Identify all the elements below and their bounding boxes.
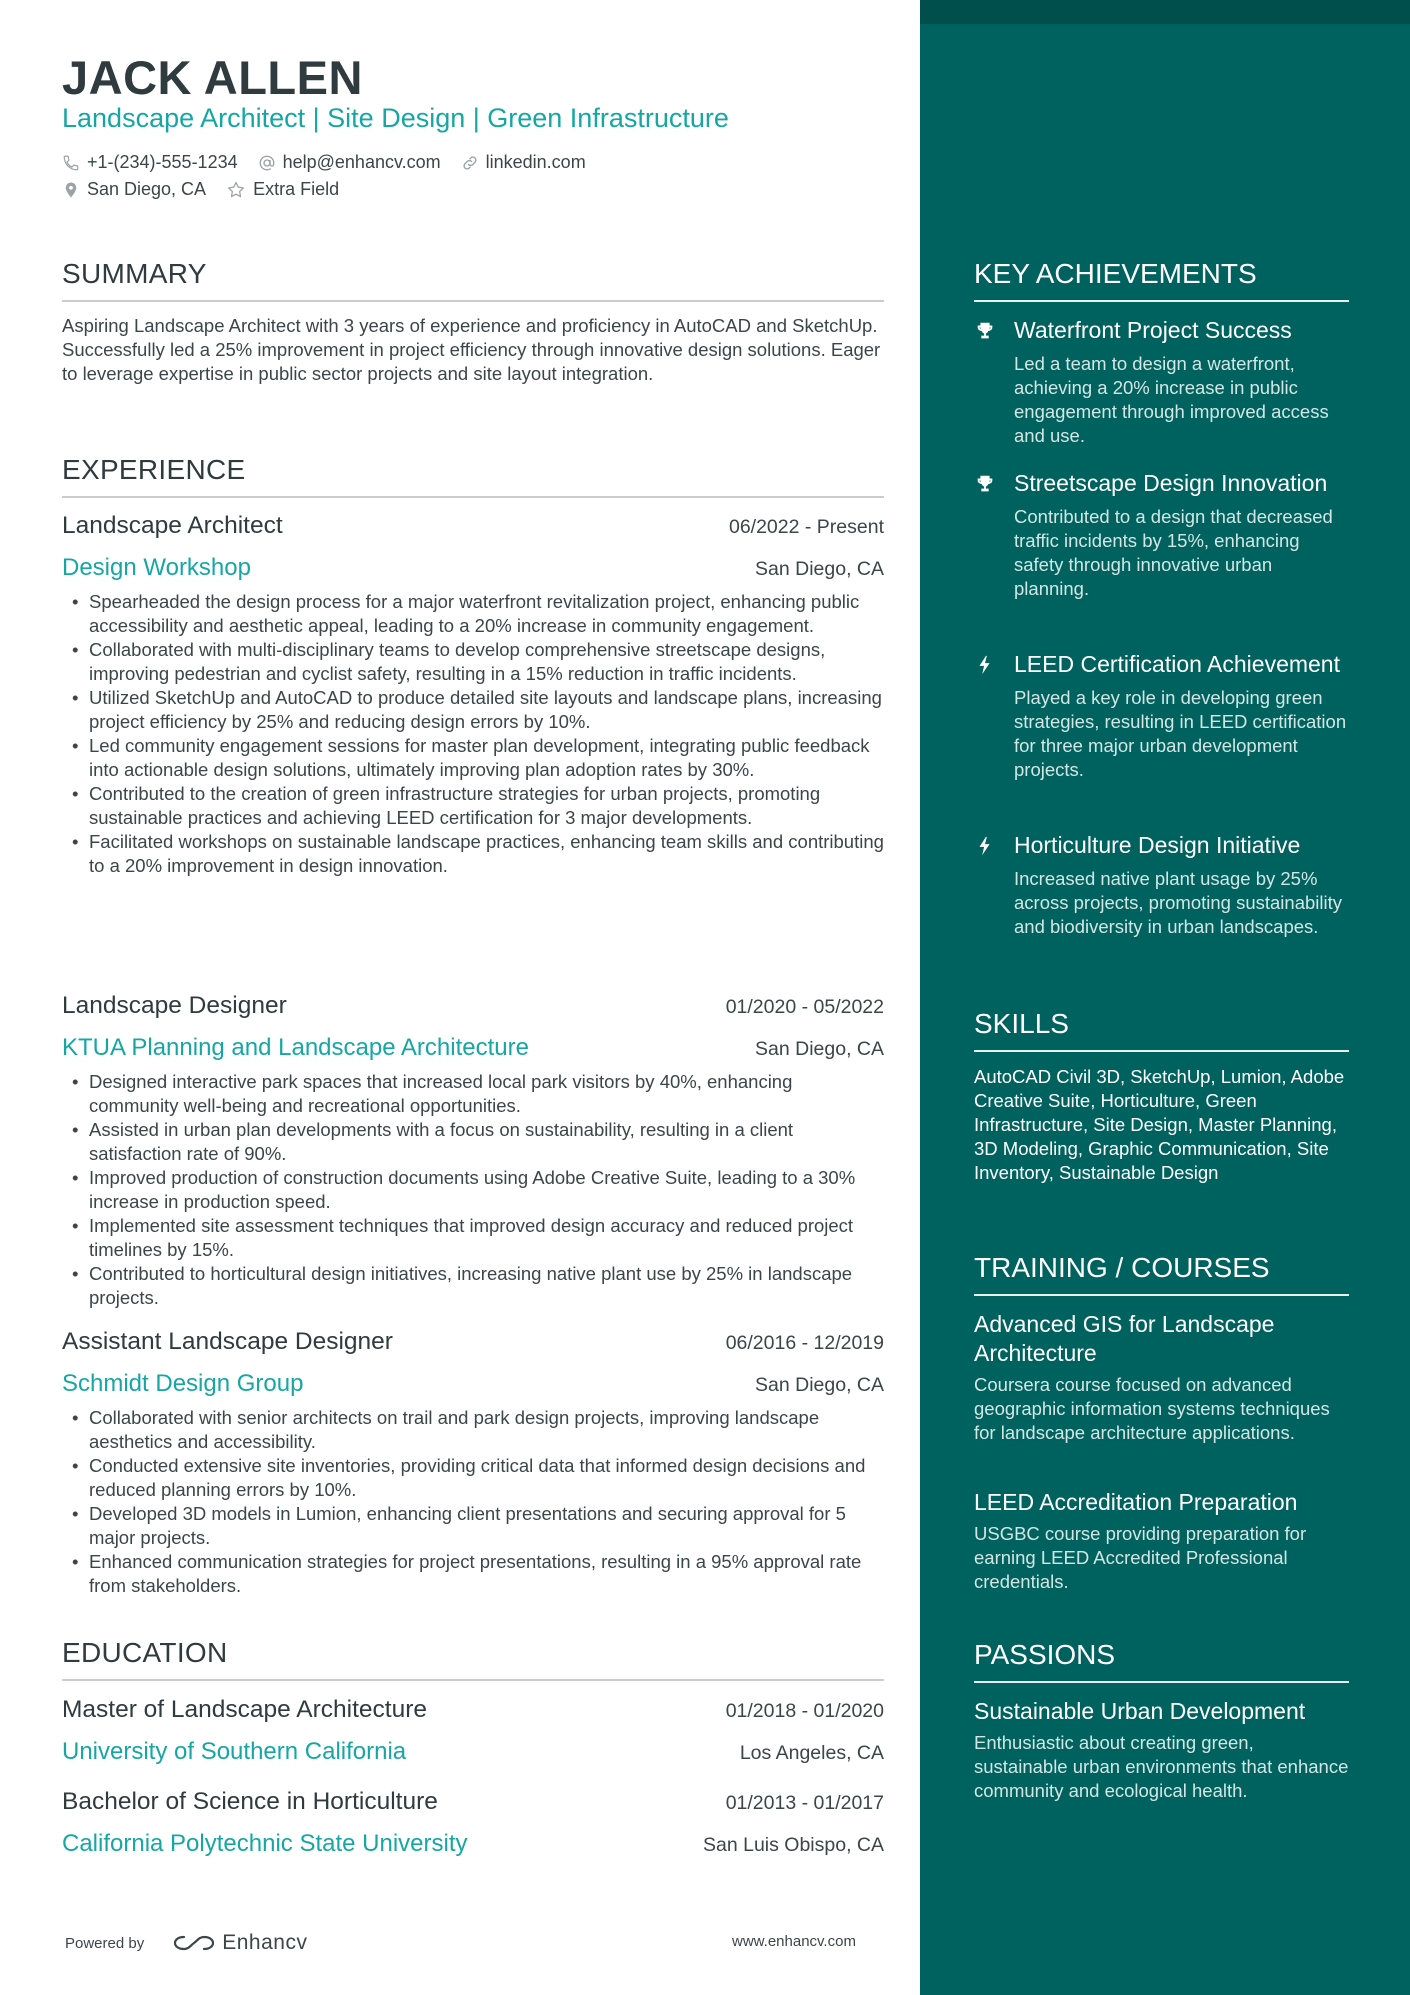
education-date: 01/2013 - 01/2017 (725, 1792, 884, 1814)
job-bullets (62, 1070, 884, 1310)
achievement-desc: Played a key role in developing green strategies, resulting in LEED certification for three major urban development projects. (1014, 687, 1347, 780)
experience-section (62, 454, 884, 498)
bullet-item: • Contributed to the creation of green infrastructure strategies for urban projects, promoting sustainable practices and achieving LEED certification for 3 major developments. (62, 782, 884, 830)
job-location: San Diego, CA (755, 1038, 884, 1060)
skills-heading: SKILLS (974, 1008, 1349, 1052)
passion-title: Sustainable Urban Development (974, 1698, 1306, 1724)
bullet-item: • Collaborated with senior architects on trail and park design projects, improving landscape aesthetics and accessibility. (62, 1406, 884, 1454)
course-desc: USGBC course providing preparation for earning LEED Accredited Professional credentials. (974, 1523, 1307, 1592)
job-entry (62, 1328, 884, 1598)
education-heading: EDUCATION (62, 1637, 884, 1681)
lightning-icon (974, 654, 996, 676)
passion-desc: Enthusiastic about creating green, sustainable urban environments that enhance community and ecological health. (974, 1732, 1349, 1801)
job-date: 06/2022 - Present (728, 516, 884, 538)
job-company: Design Workshop (62, 554, 251, 581)
school-location: San Luis Obispo, CA (702, 1834, 884, 1856)
passions-heading: PASSIONS (974, 1639, 1349, 1683)
job-company: KTUA Planning and Landscape Architecture (62, 1034, 529, 1061)
bullet-item: • Enhanced communication strategies for project presentations, resulting in a 95% approval rate from stakeholders. (62, 1550, 884, 1598)
phone-icon (62, 154, 80, 172)
job-role: Landscape Designer (62, 992, 287, 1019)
contact-email[interactable] (258, 152, 441, 173)
link-icon (461, 154, 479, 172)
education-section (62, 1637, 884, 1681)
sidebar-top-band (920, 0, 1410, 24)
achievements-section (974, 258, 1349, 302)
school-location: Los Angeles, CA (739, 1742, 884, 1764)
education-date: 01/2018 - 01/2020 (725, 1700, 884, 1722)
job-role: Landscape Architect (62, 512, 283, 539)
school-name: California Polytechnic State University (62, 1830, 468, 1857)
job-entry (62, 512, 884, 878)
trophy-icon (974, 320, 996, 342)
course-item (974, 1310, 1349, 1445)
footer-powered-by[interactable] (65, 1931, 307, 1955)
sidebar (920, 0, 1410, 1995)
candidate-title: Landscape Architect | Site Design | Green Infrastructure (62, 103, 729, 133)
location-pin-icon (62, 181, 80, 199)
achievement-item (974, 316, 1349, 448)
summary-heading: SUMMARY (62, 258, 884, 302)
degree-name: Master of Landscape Architecture (62, 1696, 427, 1723)
bullet-item: • Collaborated with multi-disciplinary teams to develop comprehensive streetscape designs, improving pedestrian and cyclist safety, resulting in a 15% reduction in traffic incidents. (62, 638, 884, 686)
enhancv-brand: Enhancv (222, 1931, 308, 1954)
degree-name: Bachelor of Science in Horticulture (62, 1788, 438, 1815)
achievement-title: Waterfront Project Success (1014, 317, 1292, 343)
bullet-item: • Contributed to horticultural design initiatives, increasing native plant use by 25% in landscape projects. (62, 1262, 884, 1310)
contact-extra (226, 179, 339, 200)
bullet-item: • Utilized SketchUp and AutoCAD to produce detailed site layouts and landscape plans, increasing project efficiency by 25% and reducing design errors by 10%. (62, 686, 884, 734)
skills-text: AutoCAD Civil 3D, SketchUp, Lumion, Adobe Creative Suite, Horticulture, Green Infrastructure, Site Design, Master Planning, 3D Modeling, Graphic Communication, Site Inventory, Sustainable Design (974, 1066, 1345, 1183)
email-text: help@enhancv.com (282, 152, 441, 172)
passions-section (974, 1639, 1349, 1683)
contact-row-2 (62, 179, 359, 200)
course-title: Advanced GIS for Landscape Architecture (974, 1311, 1275, 1366)
skills-section (974, 1008, 1349, 1185)
bullet-item: • Assisted in urban plan developments with a focus on sustainability, resulting in a client satisfaction rate of 90%. (62, 1118, 884, 1166)
job-date: 01/2020 - 05/2022 (725, 996, 884, 1018)
bullet-item: • Designed interactive park spaces that increased local park visitors by 40%, enhancing community well-being and recreational opportunities. (62, 1070, 884, 1118)
achievement-item (974, 831, 1349, 939)
experience-heading: EXPERIENCE (62, 454, 884, 498)
bullet-item: • Developed 3D models in Lumion, enhancing client presentations and securing approval for 5 major projects. (62, 1502, 884, 1550)
footer-website[interactable]: www.enhancv.com (732, 1933, 856, 1950)
bullet-item: • Implemented site assessment techniques that improved design accuracy and reduced project timelines by 15%. (62, 1214, 884, 1262)
achievement-desc: Increased native plant usage by 25% across projects, promoting sustainability and biodiversity in urban landscapes. (1014, 868, 1343, 937)
job-location: San Diego, CA (755, 1374, 884, 1396)
course-desc: Coursera course focused on advanced geographic information systems techniques for landscape architecture applications. (974, 1374, 1330, 1443)
passion-item (974, 1697, 1349, 1803)
training-heading: TRAINING / COURSES (974, 1252, 1349, 1296)
achievement-desc: Led a team to design a waterfront, achieving a 20% increase in public engagement through improved access and use. (1014, 353, 1329, 446)
course-title: LEED Accreditation Preparation (974, 1489, 1298, 1515)
bullet-item: • Spearheaded the design process for a major waterfront revitalization project, enhancing public accessibility and aesthetic appeal, leading to a 20% increase in community engagement. (62, 590, 884, 638)
achievements-heading: KEY ACHIEVEMENTS (974, 258, 1349, 302)
summary-section (62, 258, 884, 386)
course-item (974, 1488, 1349, 1594)
achievement-item (974, 469, 1349, 601)
extra-field-text: Extra Field (253, 179, 340, 199)
training-section (974, 1252, 1349, 1296)
contact-linkedin[interactable] (461, 152, 586, 173)
linkedin-text: linkedin.com (485, 152, 586, 172)
phone-text: +1-(234)-555-1234 (87, 152, 238, 172)
candidate-name: JACK ALLEN (62, 51, 363, 104)
lightning-icon (974, 835, 996, 857)
job-role: Assistant Landscape Designer (62, 1328, 393, 1355)
job-bullets (62, 1406, 884, 1598)
bullet-item: • Improved production of construction documents using Adobe Creative Suite, leading to a 30% increase in production speed. (62, 1166, 884, 1214)
powered-by-text: Powered by (65, 1934, 145, 1952)
education-entry (62, 1788, 884, 1858)
at-icon (258, 154, 276, 172)
bullet-item: • Led community engagement sessions for master plan development, integrating public feedback into actionable design solutions, ultimately improving plan adoption rates by 30%. (62, 734, 884, 782)
summary-text: Aspiring Landscape Architect with 3 years of experience and proficiency in AutoCAD and SketchUp. Successfully led a 25% improvement in project efficiency through innovative design solutions. Eager to leverage expertise in public sector projects and site layout integration. (62, 315, 881, 384)
education-entry (62, 1696, 884, 1766)
contact-row-1 (62, 152, 606, 173)
job-location: San Diego, CA (755, 558, 884, 580)
achievement-title: Horticulture Design Initiative (1014, 832, 1301, 858)
enhancv-logo-icon (170, 1931, 218, 1955)
job-bullets (62, 590, 884, 878)
bullet-item: • Conducted extensive site inventories, providing critical data that informed design decisions and reduced planning errors by 10%. (62, 1454, 884, 1502)
job-date: 06/2016 - 12/2019 (725, 1332, 884, 1354)
contact-location (62, 179, 206, 200)
school-name: University of Southern California (62, 1738, 407, 1765)
achievement-desc: Contributed to a design that decreased traffic incidents by 15%, enhancing safety through innovative urban planning. (1014, 506, 1333, 599)
job-entry (62, 992, 884, 1310)
bullet-item: • Facilitated workshops on sustainable landscape practices, enhancing team skills and contributing to a 20% improvement in design innovation. (62, 830, 884, 878)
achievement-title: LEED Certification Achievement (1014, 651, 1340, 677)
job-company: Schmidt Design Group (62, 1370, 304, 1397)
star-icon (226, 180, 246, 200)
achievement-item (974, 650, 1349, 782)
contact-phone[interactable] (62, 152, 238, 173)
location-text: San Diego, CA (87, 179, 207, 199)
achievement-title: Streetscape Design Innovation (1014, 470, 1328, 496)
trophy-icon (974, 473, 996, 495)
